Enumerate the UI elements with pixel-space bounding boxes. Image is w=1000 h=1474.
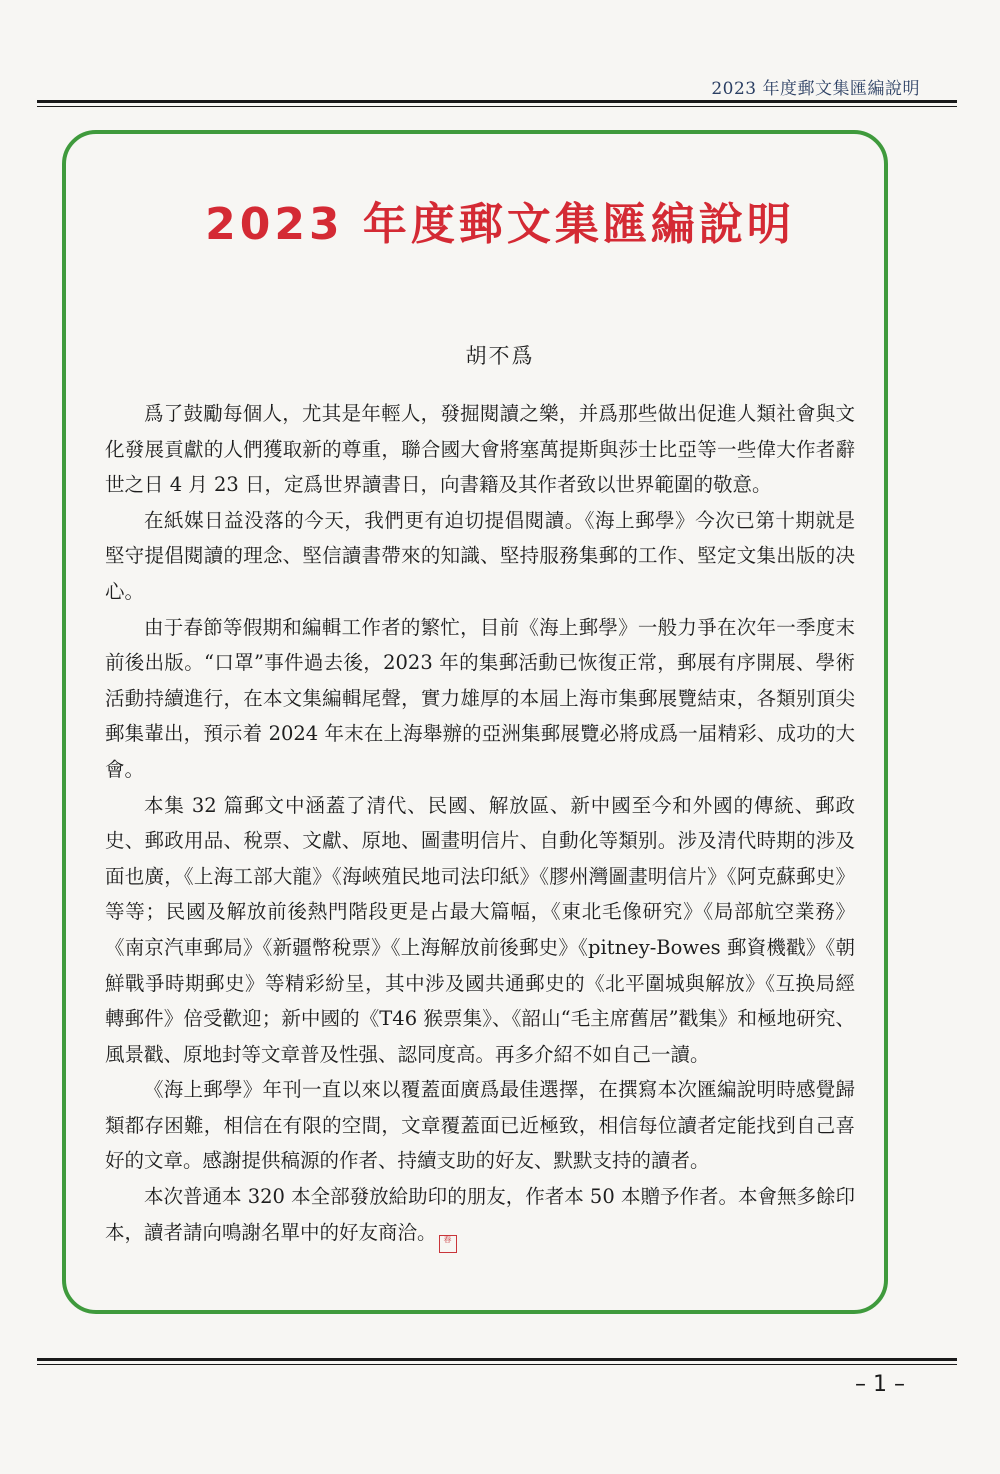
header-rule	[37, 100, 957, 107]
footer-rule	[37, 1358, 957, 1365]
paragraph-1: 爲了鼓勵每個人，尤其是年輕人，發掘閱讀之樂，并爲那些做出促進人類社會與文化發展貢獻的人們獲取新的尊重，聯合國大會將塞萬提斯與莎士比亞等一些偉大作者辭世之日 4 月 23 日，定爲世界讀書日，向書籍及其作者致以世界範圍的敬意。	[105, 402, 855, 497]
paragraph-4: 本集 32 篇郵文中涵蓋了清代、民國、解放區、新中國至今和外國的傳統、郵政史、郵政用品、稅票、文獻、原地、圖畫明信片、自動化等類别。涉及清代時期的涉及面也廣，《上海工部大龍》《海峽殖民地司法印紙》《膠州灣圖畫明信片》《阿克蘇郵史》等等；民國及解放前後熱門階段更是占最大篇幅，《東北毛像研究》《局部航空業務》《南京汽車郵局》《新疆幣稅票》《上海解放前後郵史》《pitney-Bowes 郵資機戳》《朝鮮戰爭時期郵史》等精彩紛呈，其中涉及國共通郵史的《北平圍城與解放》《互换局經轉郵件》倍受歡迎；新中國的《T46 猴票集》、《韶山“毛主席舊居”戳集》和極地研究、風景戳、原地封等文章普及性强、認同度高。再多介紹不如自己一讀。	[105, 793, 855, 1066]
paragraph-6	[105, 1179, 855, 1253]
article-author: 胡不爲	[465, 344, 535, 368]
seal-stamp-icon: 春	[439, 1235, 457, 1253]
paragraph-5: 《海上郵學》年刊一直以來以覆蓋面廣爲最佳選擇，在撰寫本次匯編說明時感覺歸類都存困難，相信在有限的空間，文章覆蓋面已近極致，相信每位讀者定能找到自己喜好的文章。感謝提供稿源的作者、持續支助的好友、默默支持的讀者。	[105, 1078, 855, 1173]
article-body	[105, 396, 855, 1253]
page-number: – 1 –	[855, 1372, 905, 1397]
running-header: 2023 年度郵文集匯編說明	[711, 79, 920, 99]
article-title: 2023 年度郵文集匯編說明	[205, 199, 795, 250]
paragraph-6-text: 本次普通本 320 本全部發放給助印的朋友，作者本 50 本贈予作者。本會無多餘印本，讀者請向鳴謝名單中的好友商洽。	[105, 1185, 855, 1244]
paragraph-3: 由于春節等假期和編輯工作者的繁忙，目前《海上郵學》一般力爭在次年一季度末前後出版。“口罩”事件過去後，2023 年的集郵活動已恢復正常，郵展有序開展、學術活動持續進行，在本文集編輯尾聲，實力雄厚的本屆上海市集郵展覽結束，各類别頂尖郵集輩出，預示着 2024 年末在上海舉辦的亞洲集郵展覽必將成爲一届精彩、成功的大會。	[105, 615, 855, 781]
paragraph-2: 在紙媒日益没落的今天，我們更有迫切提倡閱讀。《海上郵學》今次已第十期就是堅守提倡閱讀的理念、堅信讀書帶來的知識、堅持服務集郵的工作、堅定文集出版的决心。	[105, 508, 855, 603]
